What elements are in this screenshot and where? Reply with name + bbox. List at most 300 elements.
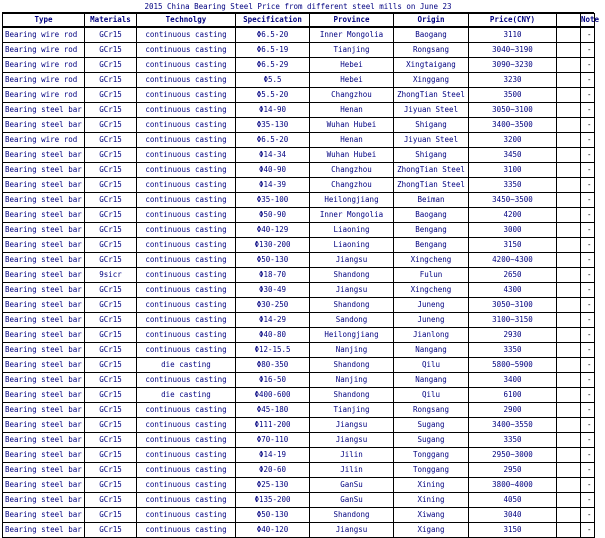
cell-blank[interactable] [557, 508, 581, 523]
cell-province[interactable]: Henan [310, 103, 394, 118]
cell-price[interactable]: 3150 [469, 238, 557, 253]
cell-province[interactable]: Jiangsu [310, 418, 394, 433]
cell-price[interactable]: 3100~3150 [469, 313, 557, 328]
cell-blank[interactable] [557, 208, 581, 223]
cell-price[interactable]: 3500 [469, 88, 557, 103]
cell-origin[interactable]: Rongsang [394, 403, 469, 418]
cell-technology[interactable]: continuous casting [137, 328, 236, 343]
cell-specification[interactable]: Φ135-200 [236, 493, 310, 508]
cell-material[interactable]: GCr15 [85, 27, 137, 43]
cell-origin[interactable]: Jiyuan Steel [394, 103, 469, 118]
cell-origin[interactable]: ZhongTian Steel [394, 163, 469, 178]
cell-price[interactable]: 3400~3500 [469, 118, 557, 133]
cell-material[interactable]: GCr15 [85, 508, 137, 523]
header-origin[interactable]: Origin [394, 14, 469, 28]
cell-specification[interactable]: Φ14-39 [236, 178, 310, 193]
cell-material[interactable]: GCr15 [85, 313, 137, 328]
cell-type[interactable]: Bearing steel bar [3, 448, 85, 463]
cell-blank[interactable] [557, 43, 581, 58]
cell-origin[interactable]: Beiman [394, 193, 469, 208]
cell-origin[interactable]: Shigang [394, 118, 469, 133]
cell-material[interactable]: GCr15 [85, 148, 137, 163]
cell-technology[interactable]: continuous casting [137, 178, 236, 193]
cell-price[interactable]: 6100 [469, 388, 557, 403]
cell-specification[interactable]: Φ25-130 [236, 478, 310, 493]
cell-province[interactable]: Wuhan Hubei [310, 118, 394, 133]
cell-blank[interactable] [557, 148, 581, 163]
cell-province[interactable]: Shandong [310, 388, 394, 403]
cell-type[interactable]: Bearing steel bar [3, 268, 85, 283]
cell-province[interactable]: Jiangsu [310, 283, 394, 298]
cell-blank[interactable] [557, 103, 581, 118]
cell-province[interactable]: Jilin [310, 463, 394, 478]
cell-material[interactable]: GCr15 [85, 88, 137, 103]
cell-blank[interactable] [557, 373, 581, 388]
cell-origin[interactable]: Nangang [394, 343, 469, 358]
cell-technology[interactable]: continuous casting [137, 223, 236, 238]
header-specification[interactable]: Specification [236, 14, 310, 28]
cell-note[interactable]: - [581, 343, 595, 358]
cell-type[interactable]: Bearing steel bar [3, 388, 85, 403]
cell-technology[interactable]: continuous casting [137, 253, 236, 268]
cell-blank[interactable] [557, 163, 581, 178]
cell-material[interactable]: GCr15 [85, 178, 137, 193]
cell-specification[interactable]: Φ18-70 [236, 268, 310, 283]
cell-type[interactable]: Bearing wire rod [3, 58, 85, 73]
cell-technology[interactable]: continuous casting [137, 118, 236, 133]
cell-price[interactable]: 3800~4000 [469, 478, 557, 493]
cell-province[interactable]: Nanjing [310, 373, 394, 388]
cell-specification[interactable]: Φ50-130 [236, 508, 310, 523]
cell-blank[interactable] [557, 73, 581, 88]
cell-note[interactable]: - [581, 448, 595, 463]
cell-material[interactable]: GCr15 [85, 523, 137, 538]
cell-province[interactable]: Sandong [310, 313, 394, 328]
cell-specification[interactable]: Φ50-90 [236, 208, 310, 223]
cell-origin[interactable]: Tonggang [394, 463, 469, 478]
cell-price[interactable]: 3040 [469, 508, 557, 523]
cell-specification[interactable]: Φ30-49 [236, 283, 310, 298]
cell-specification[interactable]: Φ40-80 [236, 328, 310, 343]
cell-technology[interactable]: die casting [137, 388, 236, 403]
cell-technology[interactable]: continuous casting [137, 478, 236, 493]
cell-province[interactable]: Hebei [310, 58, 394, 73]
cell-note[interactable]: - [581, 268, 595, 283]
cell-type[interactable]: Bearing steel bar [3, 373, 85, 388]
cell-type[interactable]: Bearing steel bar [3, 208, 85, 223]
cell-material[interactable]: GCr15 [85, 118, 137, 133]
cell-blank[interactable] [557, 343, 581, 358]
cell-price[interactable]: 3450 [469, 148, 557, 163]
cell-specification[interactable]: Φ50-130 [236, 253, 310, 268]
cell-type[interactable]: Bearing steel bar [3, 523, 85, 538]
cell-note[interactable]: - [581, 433, 595, 448]
cell-type[interactable]: Bearing steel bar [3, 463, 85, 478]
cell-material[interactable]: GCr15 [85, 493, 137, 508]
cell-blank[interactable] [557, 433, 581, 448]
cell-type[interactable]: Bearing steel bar [3, 148, 85, 163]
cell-price[interactable]: 3110 [469, 27, 557, 43]
cell-blank[interactable] [557, 328, 581, 343]
cell-type[interactable]: Bearing steel bar [3, 328, 85, 343]
cell-material[interactable]: GCr15 [85, 208, 137, 223]
cell-blank[interactable] [557, 223, 581, 238]
cell-origin[interactable]: Bengang [394, 223, 469, 238]
cell-note[interactable]: - [581, 178, 595, 193]
cell-note[interactable]: - [581, 403, 595, 418]
cell-material[interactable]: GCr15 [85, 193, 137, 208]
cell-note[interactable]: - [581, 73, 595, 88]
cell-material[interactable]: GCr15 [85, 403, 137, 418]
cell-province[interactable]: GanSu [310, 493, 394, 508]
cell-price[interactable]: 3000 [469, 223, 557, 238]
cell-origin[interactable]: Sugang [394, 433, 469, 448]
cell-province[interactable]: Changzhou [310, 88, 394, 103]
cell-material[interactable]: GCr15 [85, 283, 137, 298]
cell-specification[interactable]: Φ6.5-20 [236, 27, 310, 43]
cell-blank[interactable] [557, 58, 581, 73]
cell-note[interactable]: - [581, 463, 595, 478]
cell-specification[interactable]: Φ40-129 [236, 223, 310, 238]
cell-technology[interactable]: continuous casting [137, 58, 236, 73]
cell-blank[interactable] [557, 88, 581, 103]
cell-blank[interactable] [557, 523, 581, 538]
cell-province[interactable]: GanSu [310, 478, 394, 493]
cell-type[interactable]: Bearing steel bar [3, 163, 85, 178]
cell-blank[interactable] [557, 193, 581, 208]
header-type[interactable]: Type [3, 14, 85, 28]
cell-province[interactable]: Changzhou [310, 163, 394, 178]
cell-type[interactable]: Bearing wire rod [3, 73, 85, 88]
cell-technology[interactable]: continuous casting [137, 133, 236, 148]
cell-origin[interactable]: Juneng [394, 313, 469, 328]
cell-material[interactable]: GCr15 [85, 163, 137, 178]
cell-type[interactable]: Bearing steel bar [3, 343, 85, 358]
cell-price[interactable]: 4300 [469, 283, 557, 298]
cell-blank[interactable] [557, 268, 581, 283]
cell-type[interactable]: Bearing steel bar [3, 118, 85, 133]
cell-price[interactable]: 3100 [469, 163, 557, 178]
cell-province[interactable]: Nanjing [310, 343, 394, 358]
cell-blank[interactable] [557, 283, 581, 298]
cell-material[interactable]: GCr15 [85, 373, 137, 388]
cell-price[interactable]: 2950 [469, 463, 557, 478]
cell-note[interactable]: - [581, 208, 595, 223]
cell-note[interactable]: - [581, 328, 595, 343]
cell-origin[interactable]: Rongsang [394, 43, 469, 58]
cell-price[interactable]: 2930 [469, 328, 557, 343]
cell-note[interactable]: - [581, 373, 595, 388]
cell-material[interactable]: GCr15 [85, 73, 137, 88]
cell-note[interactable]: - [581, 43, 595, 58]
cell-origin[interactable]: Sugang [394, 418, 469, 433]
cell-material[interactable]: GCr15 [85, 133, 137, 148]
cell-origin[interactable]: Juneng [394, 298, 469, 313]
cell-type[interactable]: Bearing steel bar [3, 283, 85, 298]
cell-type[interactable]: Bearing steel bar [3, 478, 85, 493]
cell-technology[interactable]: continuous casting [137, 523, 236, 538]
cell-material[interactable]: GCr15 [85, 328, 137, 343]
cell-specification[interactable]: Φ6.5-19 [236, 43, 310, 58]
cell-origin[interactable]: Tonggang [394, 448, 469, 463]
cell-note[interactable]: - [581, 358, 595, 373]
cell-technology[interactable]: continuous casting [137, 433, 236, 448]
cell-material[interactable]: GCr15 [85, 223, 137, 238]
cell-origin[interactable]: Xingcheng [394, 253, 469, 268]
cell-specification[interactable]: Φ6.5-29 [236, 58, 310, 73]
cell-specification[interactable]: Φ5.5-20 [236, 88, 310, 103]
cell-price[interactable]: 5800~5900 [469, 358, 557, 373]
cell-technology[interactable]: continuous casting [137, 373, 236, 388]
cell-specification[interactable]: Φ30-250 [236, 298, 310, 313]
cell-price[interactable]: 3040~3190 [469, 43, 557, 58]
header-blank[interactable] [557, 14, 581, 28]
cell-note[interactable]: - [581, 88, 595, 103]
cell-price[interactable]: 3150 [469, 523, 557, 538]
cell-blank[interactable] [557, 448, 581, 463]
cell-material[interactable]: GCr15 [85, 43, 137, 58]
cell-specification[interactable]: Φ70-110 [236, 433, 310, 448]
cell-price[interactable]: 3450~3500 [469, 193, 557, 208]
cell-note[interactable]: - [581, 223, 595, 238]
cell-blank[interactable] [557, 418, 581, 433]
cell-material[interactable]: GCr15 [85, 253, 137, 268]
cell-blank[interactable] [557, 358, 581, 373]
cell-specification[interactable]: Φ40-120 [236, 523, 310, 538]
cell-price[interactable]: 3350 [469, 433, 557, 448]
cell-note[interactable]: - [581, 133, 595, 148]
cell-province[interactable]: Tianjing [310, 43, 394, 58]
cell-technology[interactable]: continuous casting [137, 418, 236, 433]
cell-type[interactable]: Bearing wire rod [3, 43, 85, 58]
cell-technology[interactable]: continuous casting [137, 27, 236, 43]
cell-type[interactable]: Bearing steel bar [3, 418, 85, 433]
cell-note[interactable]: - [581, 163, 595, 178]
cell-material[interactable]: GCr15 [85, 478, 137, 493]
cell-note[interactable]: - [581, 193, 595, 208]
cell-material[interactable]: GCr15 [85, 58, 137, 73]
cell-origin[interactable]: Xiwang [394, 508, 469, 523]
cell-origin[interactable]: Shigang [394, 148, 469, 163]
cell-specification[interactable]: Φ80-350 [236, 358, 310, 373]
header-note[interactable]: Note [581, 14, 595, 28]
cell-technology[interactable]: continuous casting [137, 448, 236, 463]
cell-specification[interactable]: Φ130-200 [236, 238, 310, 253]
header-province[interactable]: Province [310, 14, 394, 28]
cell-note[interactable]: - [581, 388, 595, 403]
cell-price[interactable]: 3230 [469, 73, 557, 88]
cell-price[interactable]: 3050~3100 [469, 103, 557, 118]
cell-material[interactable]: GCr15 [85, 103, 137, 118]
cell-technology[interactable]: continuous casting [137, 103, 236, 118]
cell-technology[interactable]: continuous casting [137, 73, 236, 88]
cell-type[interactable]: Bearing steel bar [3, 193, 85, 208]
cell-specification[interactable]: Φ12-15.5 [236, 343, 310, 358]
cell-material[interactable]: GCr15 [85, 433, 137, 448]
cell-origin[interactable]: Bengang [394, 238, 469, 253]
cell-technology[interactable]: continuous casting [137, 193, 236, 208]
cell-blank[interactable] [557, 463, 581, 478]
cell-province[interactable]: Inner Mongolia [310, 208, 394, 223]
cell-type[interactable]: Bearing steel bar [3, 253, 85, 268]
cell-material[interactable]: GCr15 [85, 358, 137, 373]
cell-specification[interactable]: Φ14-90 [236, 103, 310, 118]
cell-material[interactable]: GCr15 [85, 463, 137, 478]
cell-technology[interactable]: continuous casting [137, 493, 236, 508]
cell-origin[interactable]: Xigang [394, 523, 469, 538]
cell-origin[interactable]: ZhongTian Steel [394, 178, 469, 193]
cell-specification[interactable]: Φ35-130 [236, 118, 310, 133]
cell-specification[interactable]: Φ16-50 [236, 373, 310, 388]
cell-blank[interactable] [557, 493, 581, 508]
cell-specification[interactable]: Φ14-19 [236, 448, 310, 463]
cell-price[interactable]: 3050~3100 [469, 298, 557, 313]
cell-price[interactable]: 3350 [469, 343, 557, 358]
cell-note[interactable]: - [581, 27, 595, 43]
cell-technology[interactable]: continuous casting [137, 43, 236, 58]
cell-blank[interactable] [557, 133, 581, 148]
cell-province[interactable]: Jilin [310, 448, 394, 463]
cell-price[interactable]: 3400 [469, 373, 557, 388]
cell-type[interactable]: Bearing steel bar [3, 103, 85, 118]
cell-note[interactable]: - [581, 148, 595, 163]
cell-origin[interactable]: Xingtaigang [394, 58, 469, 73]
cell-province[interactable]: Changzhou [310, 178, 394, 193]
cell-province[interactable]: Shandong [310, 268, 394, 283]
cell-province[interactable]: Liaoning [310, 223, 394, 238]
cell-origin[interactable]: Xining [394, 478, 469, 493]
cell-note[interactable]: - [581, 118, 595, 133]
cell-price[interactable]: 2950~3000 [469, 448, 557, 463]
cell-note[interactable]: - [581, 253, 595, 268]
cell-note[interactable]: - [581, 283, 595, 298]
cell-note[interactable]: - [581, 313, 595, 328]
cell-specification[interactable]: Φ35-100 [236, 193, 310, 208]
cell-note[interactable]: - [581, 58, 595, 73]
cell-price[interactable]: 3200 [469, 133, 557, 148]
cell-type[interactable]: Bearing steel bar [3, 433, 85, 448]
cell-price[interactable]: 4200 [469, 208, 557, 223]
cell-type[interactable]: Bearing steel bar [3, 493, 85, 508]
cell-material[interactable]: GCr15 [85, 388, 137, 403]
cell-province[interactable]: Tianjing [310, 403, 394, 418]
cell-province[interactable]: Liaoning [310, 238, 394, 253]
cell-note[interactable]: - [581, 478, 595, 493]
cell-technology[interactable]: continuous casting [137, 463, 236, 478]
cell-specification[interactable]: Φ6.5-20 [236, 133, 310, 148]
cell-blank[interactable] [557, 178, 581, 193]
cell-origin[interactable]: Xining [394, 493, 469, 508]
cell-blank[interactable] [557, 238, 581, 253]
cell-technology[interactable]: continuous casting [137, 283, 236, 298]
cell-specification[interactable]: Φ5.5 [236, 73, 310, 88]
cell-origin[interactable]: Jiyuan Steel [394, 133, 469, 148]
cell-material[interactable]: GCr15 [85, 238, 137, 253]
cell-origin[interactable]: Xingcheng [394, 283, 469, 298]
cell-province[interactable]: Inner Mongolia [310, 27, 394, 43]
cell-technology[interactable]: continuous casting [137, 148, 236, 163]
cell-type[interactable]: Bearing steel bar [3, 358, 85, 373]
cell-note[interactable]: - [581, 103, 595, 118]
cell-price[interactable]: 4200~4300 [469, 253, 557, 268]
cell-blank[interactable] [557, 403, 581, 418]
header-technology[interactable]: Technolgy [137, 14, 236, 28]
cell-province[interactable]: Jiangsu [310, 523, 394, 538]
cell-price[interactable]: 4050 [469, 493, 557, 508]
cell-origin[interactable]: Qilu [394, 388, 469, 403]
cell-technology[interactable]: continuous casting [137, 298, 236, 313]
cell-technology[interactable]: continuous casting [137, 238, 236, 253]
cell-province[interactable]: Heilongjiang [310, 328, 394, 343]
cell-technology[interactable]: continuous casting [137, 403, 236, 418]
cell-blank[interactable] [557, 298, 581, 313]
cell-note[interactable]: - [581, 298, 595, 313]
cell-technology[interactable]: die casting [137, 358, 236, 373]
cell-technology[interactable]: continuous casting [137, 313, 236, 328]
cell-province[interactable]: Shandong [310, 358, 394, 373]
cell-province[interactable]: Heilongjiang [310, 193, 394, 208]
cell-price[interactable]: 3090~3230 [469, 58, 557, 73]
cell-origin[interactable]: Jianlong [394, 328, 469, 343]
cell-province[interactable]: Jiangsu [310, 433, 394, 448]
cell-note[interactable]: - [581, 238, 595, 253]
cell-type[interactable]: Bearing steel bar [3, 298, 85, 313]
cell-type[interactable]: Bearing steel bar [3, 403, 85, 418]
cell-origin[interactable]: Baogang [394, 208, 469, 223]
cell-material[interactable]: GCr15 [85, 418, 137, 433]
cell-type[interactable]: Bearing steel bar [3, 223, 85, 238]
cell-note[interactable]: - [581, 493, 595, 508]
cell-origin[interactable]: Nangang [394, 373, 469, 388]
cell-specification[interactable]: Φ14-34 [236, 148, 310, 163]
cell-province[interactable]: Henan [310, 133, 394, 148]
cell-price[interactable]: 2650 [469, 268, 557, 283]
cell-note[interactable]: - [581, 418, 595, 433]
cell-blank[interactable] [557, 478, 581, 493]
cell-type[interactable]: Bearing steel bar [3, 313, 85, 328]
cell-specification[interactable]: Φ111-200 [236, 418, 310, 433]
cell-specification[interactable]: Φ400-600 [236, 388, 310, 403]
cell-type[interactable]: Bearing wire rod [3, 133, 85, 148]
cell-note[interactable]: - [581, 508, 595, 523]
cell-type[interactable]: Bearing wire rod [3, 27, 85, 43]
cell-price[interactable]: 3350 [469, 178, 557, 193]
cell-type[interactable]: Bearing steel bar [3, 508, 85, 523]
cell-origin[interactable]: Qilu [394, 358, 469, 373]
cell-material[interactable]: 9sicr [85, 268, 137, 283]
cell-province[interactable]: Jiangsu [310, 253, 394, 268]
cell-origin[interactable]: Baogang [394, 27, 469, 43]
cell-material[interactable]: GCr15 [85, 448, 137, 463]
cell-note[interactable]: - [581, 523, 595, 538]
cell-origin[interactable]: ZhongTian Steel [394, 88, 469, 103]
cell-origin[interactable]: Xinggang [394, 73, 469, 88]
header-price[interactable]: Price(CNY) [469, 14, 557, 28]
cell-technology[interactable]: continuous casting [137, 508, 236, 523]
cell-price[interactable]: 3400~3550 [469, 418, 557, 433]
cell-specification[interactable]: Φ14-29 [236, 313, 310, 328]
cell-specification[interactable]: Φ45-180 [236, 403, 310, 418]
cell-technology[interactable]: continuous casting [137, 343, 236, 358]
cell-material[interactable]: GCr15 [85, 298, 137, 313]
cell-technology[interactable]: continuous casting [137, 163, 236, 178]
cell-blank[interactable] [557, 253, 581, 268]
cell-province[interactable]: Shandong [310, 298, 394, 313]
cell-price[interactable]: 2900 [469, 403, 557, 418]
cell-type[interactable]: Bearing steel bar [3, 238, 85, 253]
cell-province[interactable]: Wuhan Hubei [310, 148, 394, 163]
cell-type[interactable]: Bearing steel bar [3, 178, 85, 193]
